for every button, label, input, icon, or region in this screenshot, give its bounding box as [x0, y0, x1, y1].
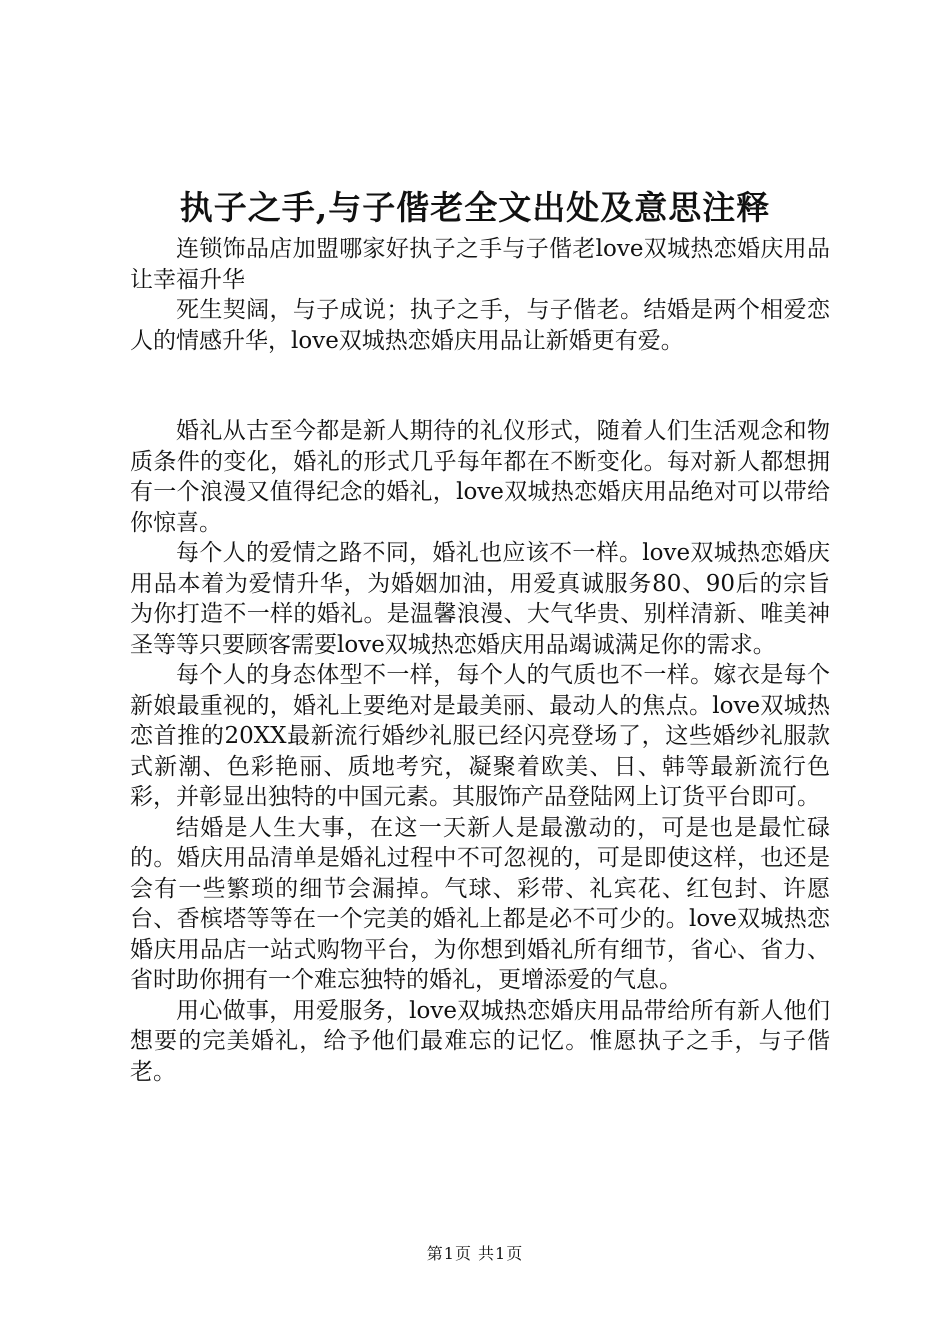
- document-title: 执子之手,与子偕老全文出处及意思注释: [179, 188, 771, 227]
- paragraph-vow: 死生契阔，与子成说；执子之手，与子偕老。结婚是两个相爱恋人的情感升华，love双城热恋婚庆用品让新婚更有爱。: [130, 297, 830, 354]
- paragraph-love-path: 每个人的爱情之路不同，婚礼也应该不一样。love双城热恋婚庆用品本着为爱情升华，为婚姻加油，用爱真诚服务80、90后的宗旨为你打造不一样的婚礼。是温馨浪漫、大气华贵、别样清新、唯美神圣等等只要顾客需要love双城热恋婚庆用品竭诚满足你的需求。: [130, 540, 830, 658]
- document-body: [130, 234, 830, 1087]
- paragraph-closing: 用心做事，用爱服务，love双城热恋婚庆用品带给所有新人他们想要的完美婚礼，给予他们最难忘的记忆。惟愿执子之手，与子偕老。: [130, 997, 830, 1085]
- page-number-footer: 第1页 共1页: [426, 1244, 524, 1263]
- paragraph-wedding-dress: 每个人的身态体型不一样，每个人的气质也不一样。嫁衣是每个新娘最重视的，婚礼上要绝对是最美丽、最动人的焦点。love双城热恋首推的20XX最新流行婚纱礼服已经闪亮登场了，这些婚纱礼服款式新潮、色彩艳丽、质地考究，凝聚着欧美、日、韩等最新流行色彩，并彰显出独特的中国元素。其服饰产品登陆网上订货平台即可。: [130, 662, 830, 810]
- paragraph-intro: 连锁饰品店加盟哪家好执子之手与子偕老love双城热恋婚庆用品让幸福升华: [130, 236, 830, 293]
- paragraph-wedding-history: 婚礼从古至今都是新人期待的礼仪形式，随着人们生活观念和物质条件的变化，婚礼的形式几乎每年都在不断变化。每对新人都想拥有一个浪漫又值得纪念的婚礼，love双城热恋婚庆用品绝对可以带给你惊喜。: [130, 418, 830, 536]
- paragraph-wedding-supplies: 结婚是人生大事，在这一天新人是最激动的，可是也是最忙碌的。婚庆用品清单是婚礼过程中不可忽视的，可是即使这样，也还是会有一些繁琐的细节会漏掉。气球、彩带、礼宾花、红包封、许愿台、香槟塔等等在一个完美的婚礼上都是必不可少的。love双城热恋婚庆用品店一站式购物平台，为你想到婚礼所有细节，省心、省力、省时助你拥有一个难忘独特的婚礼，更增添爱的气息。: [130, 814, 830, 993]
- paragraph-gap: [130, 356, 830, 416]
